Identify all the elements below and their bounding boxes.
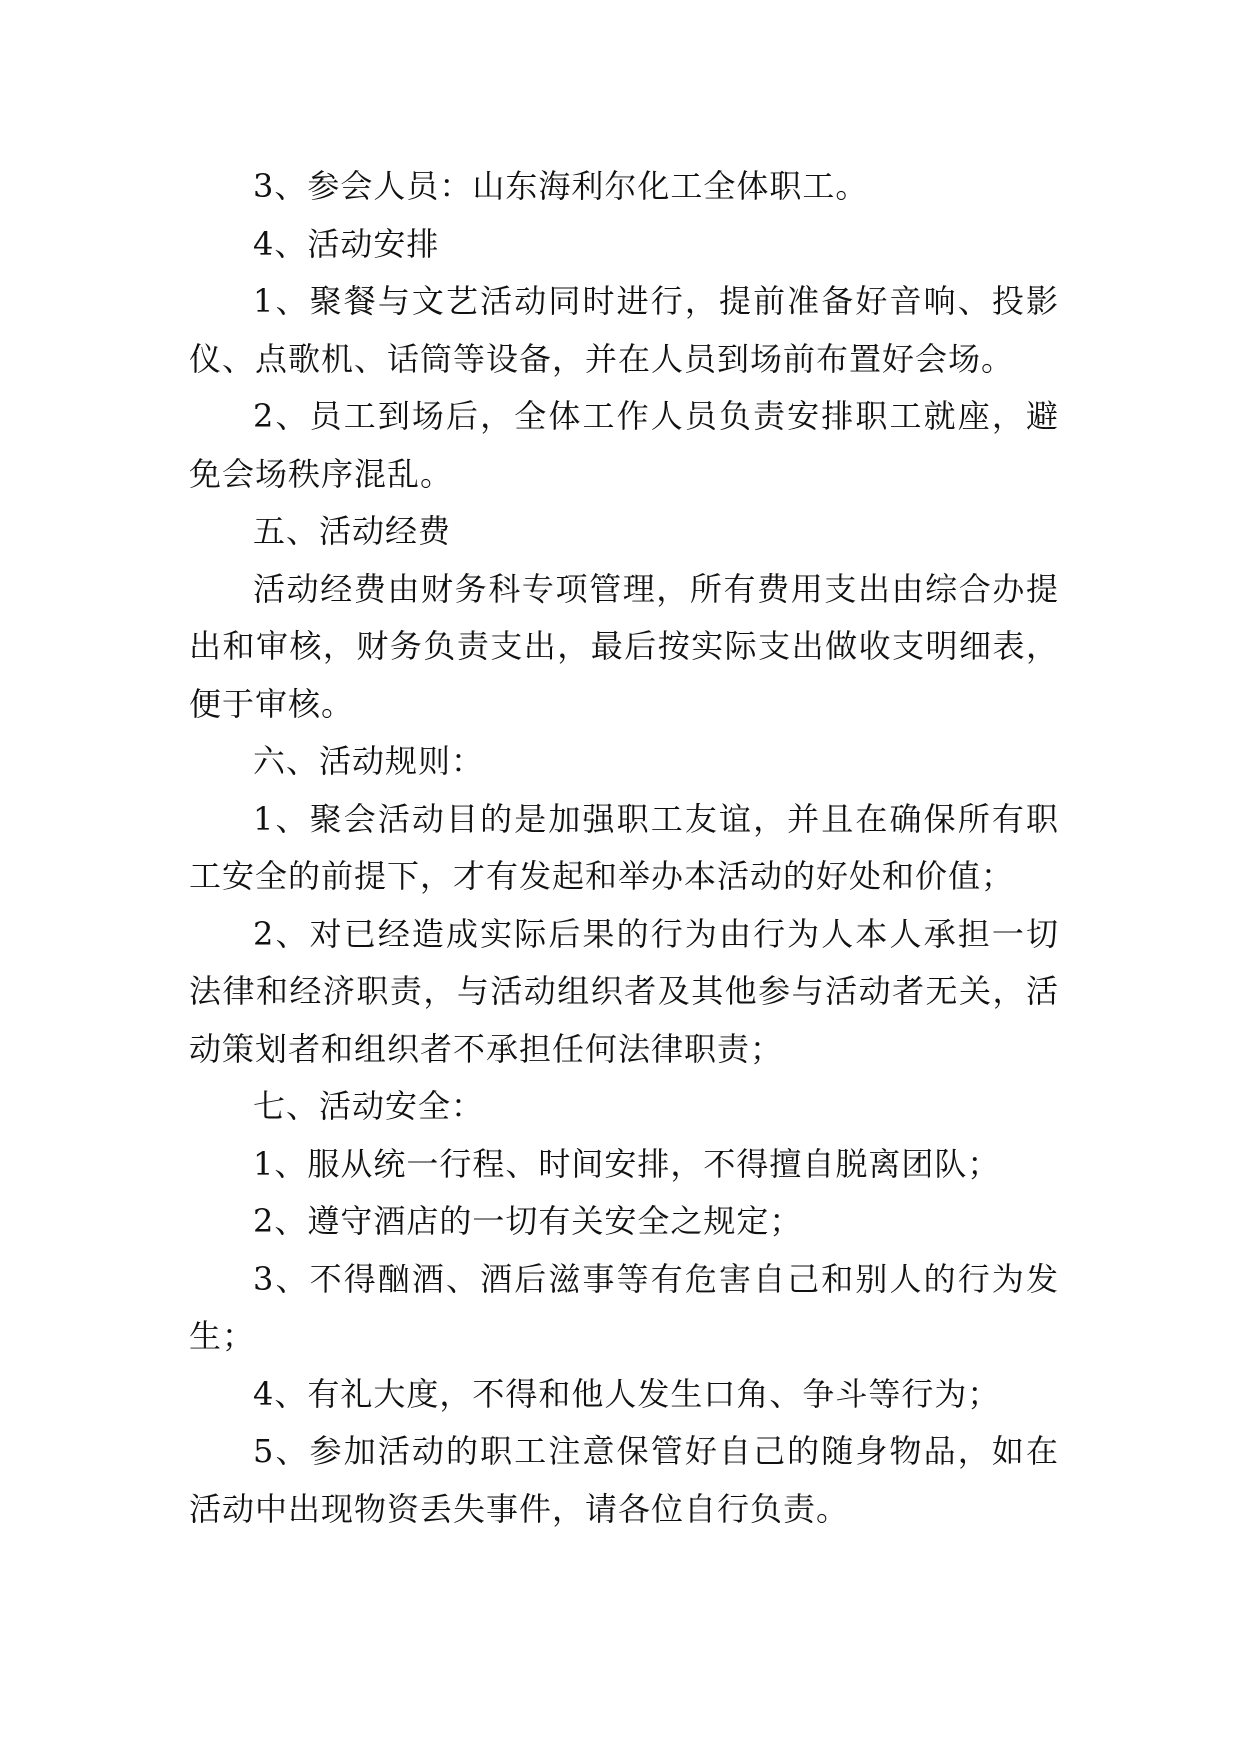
paragraph-safety-4: 4、有礼大度，不得和他人发生口角、争斗等行为； — [253, 1374, 1001, 1413]
paragraph-safety-1: 1、服从统一行程、时间安排，不得擅自脱离团队； — [253, 1144, 1001, 1183]
paragraph-safety-2: 2、遵守酒店的一切有关安全之规定； — [253, 1202, 803, 1240]
paragraph-rule-2: 2、对已经造成实际后果的行为由行为人本人承担一切法律和经济职责，与活动组织者及其他参与活动者无关，活动策划者和组织者不承担任何法律职责； — [189, 914, 1059, 1068]
paragraph-safety-5: 5、参加活动的职工注意保管好自己的随身物品，如在活动中出现物资丢失事件，请各位自行负责。 — [189, 1432, 1059, 1528]
section-heading-safety: 七、活动安全： — [253, 1087, 485, 1125]
section-heading-rules: 六、活动规则： — [253, 742, 485, 780]
paragraph-rule-1: 1、聚会活动目的是加强职工友谊，并且在确保所有职工安全的前提下，才有发起和举办本活动的好处和价值； — [189, 799, 1059, 895]
paragraph-safety-3: 3、不得酗酒、酒后滋事等有危害自己和别人的行为发生； — [189, 1259, 1059, 1355]
paragraph-schedule-heading: 4、活动安排 — [253, 224, 440, 263]
paragraph-funding: 活动经费由财务科专项管理，所有费用支出由综合办提出和审核，财务负责支出，最后按实际支出做收支明细表，便于审核。 — [189, 569, 1059, 723]
paragraph-schedule-item-1: 1、聚餐与文艺活动同时进行，提前准备好音响、投影仪、点歌机、话筒等设备，并在人员到场前布置好会场。 — [189, 282, 1059, 378]
paragraph-attendees: 3、参会人员：山东海利尔化工全体职工。 — [253, 167, 869, 205]
paragraph-schedule-item-2: 2、员工到场后，全体工作人员负责安排职工就座，避免会场秩序混乱。 — [189, 397, 1059, 493]
document-body — [189, 158, 1059, 1538]
section-heading-funding: 五、活动经费 — [253, 512, 452, 550]
